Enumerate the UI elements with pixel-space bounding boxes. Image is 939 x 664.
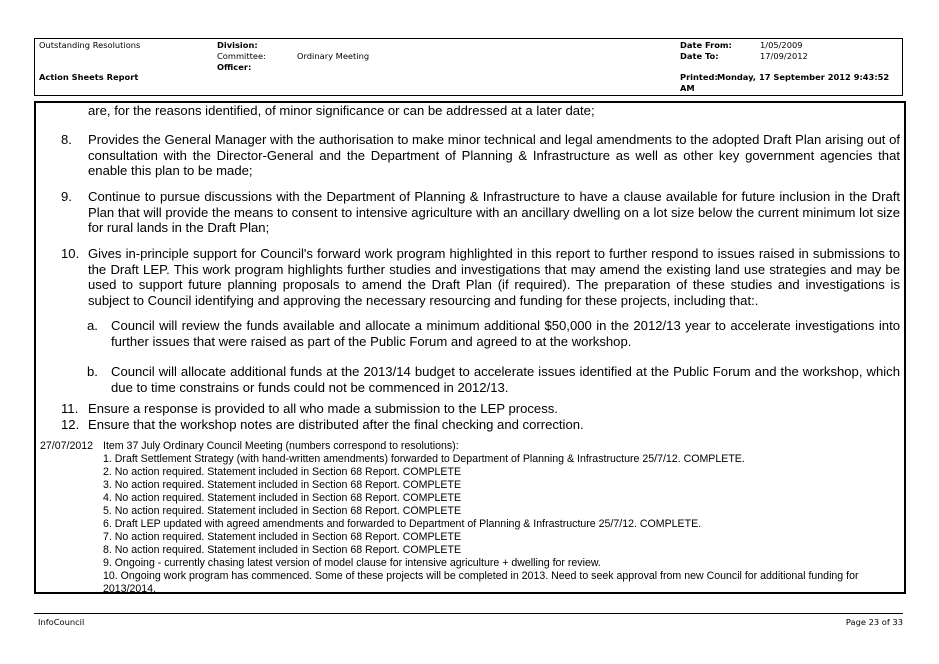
division-label: Division: (217, 40, 258, 50)
report-title: Outstanding Resolutions (39, 40, 141, 50)
printed-value-cont: AM (680, 83, 695, 93)
subitem-letter: b. (87, 364, 98, 379)
committee-value: Ordinary Meeting (297, 51, 370, 61)
committee-label: Committee: (217, 51, 266, 61)
report-header (34, 38, 903, 96)
report-type: Action Sheets Report (39, 72, 139, 82)
date-to-value: 17/09/2012 (760, 51, 808, 61)
subitem-letter: a. (87, 318, 98, 333)
date-to-label: Date To: (680, 51, 719, 61)
action-line: 4. No action required. Statement included in Section 68 Report. COMPLETE (103, 492, 462, 504)
page-number: Page 23 of 33 (845, 617, 903, 627)
resolution-item: Provides the General Manager with the authorisation to make minor technical and legal amendments to the adopted Draft Plan arising out of consultation with the Director-General and the Department of Planning & Infrastructure as well as other key government agencies that enable this plan to be made; (88, 132, 900, 179)
resolution-item: Continue to pursue discussions with the Department of Planning & Infrastructure to have a clause available for future inclusion in the Draft Plan that will provide the means to consent to intensive agriculture with an ancillary dwelling on a lot size below the current minimum lot size for rural lands in the Draft Plan; (88, 189, 900, 236)
action-line: 3. No action required. Statement included in Section 68 Report. COMPLETE (103, 479, 462, 491)
resolution-item: Ensure that the workshop notes are distributed after the final checking and correction. (88, 417, 584, 432)
action-line: 8. No action required. Statement included in Section 68 Report. COMPLETE (103, 544, 462, 556)
resolution-subitem: Council will allocate additional funds at the 2013/14 budget to accelerate issues identified at the Public Forum and the workshop, which due to time constrains or funds could not be commenced in 2012/13. (111, 364, 900, 395)
date-from-label: Date From: (680, 40, 732, 50)
resolution-item: Ensure a response is provided to all who made a submission to the LEP process. (88, 401, 558, 416)
officer-label: Officer: (217, 62, 252, 72)
action-line: 9. Ongoing - currently chasing latest version of model clause for intensive agriculture + dwelling for review. (103, 557, 601, 569)
printed-value: Monday, 17 September 2012 9:43:52 (717, 72, 890, 82)
item-number: 8. (61, 132, 72, 147)
footer-divider (34, 613, 903, 614)
item-number: 12. (61, 417, 80, 432)
action-line: 1. Draft Settlement Strategy (with hand-written amendments) forwarded to Department of Planning & Infrastructure 25/7/12. COMPLETE. (103, 453, 745, 465)
action-line: 6. Draft LEP updated with agreed amendments and forwarded to Department of Planning & Infrastructure 25/7/12. COMPLETE. (103, 518, 702, 530)
action-line: 10. Ongoing work program has commenced. Some of these projects will be completed in 2013. Need to seek approval from new Council for additional funding for 2013/2014. (103, 570, 859, 595)
continuation-text: are, for the reasons identified, of minor significance or can be addressed at a later date; (88, 103, 595, 118)
action-line: 2. No action required. Statement included in Section 68 Report. COMPLETE (103, 466, 462, 478)
resolution-subitem: Council will review the funds available and allocate a minimum additional $50,000 in the 2012/13 year to accelerate investigations into further issues that were raised as part of the Public Forum and agreed to at the workshop. (111, 318, 900, 349)
resolution-item: Gives in-principle support for Council's forward work program highlighted in this report to further respond to issues raised in submissions to the Draft LEP. This work program highlights further studies and investigations that may amend the existing land use strategies and may be used to support future planning proposals to amend the Draft Plan (if required). The preparation of these studies and investigations is subject to Council identifying and approving the necessary resourcing and funding for these projects, including that:. (88, 246, 900, 308)
item-number: 11. (61, 401, 79, 416)
action-date: 27/07/2012 (40, 440, 94, 452)
item-number: 9. (61, 189, 72, 204)
printed-label: Printed: (680, 72, 718, 82)
footer-brand: InfoCouncil (38, 617, 85, 627)
action-heading: Item 37 July Ordinary Council Meeting (numbers correspond to resolutions): (103, 440, 459, 452)
action-line: 7. No action required. Statement included in Section 68 Report. COMPLETE (103, 531, 462, 543)
action-line: 5. No action required. Statement included in Section 68 Report. COMPLETE (103, 505, 462, 517)
resolution-box (34, 101, 906, 594)
date-from-value: 1/05/2009 (760, 40, 803, 50)
item-number: 10. (61, 246, 80, 261)
